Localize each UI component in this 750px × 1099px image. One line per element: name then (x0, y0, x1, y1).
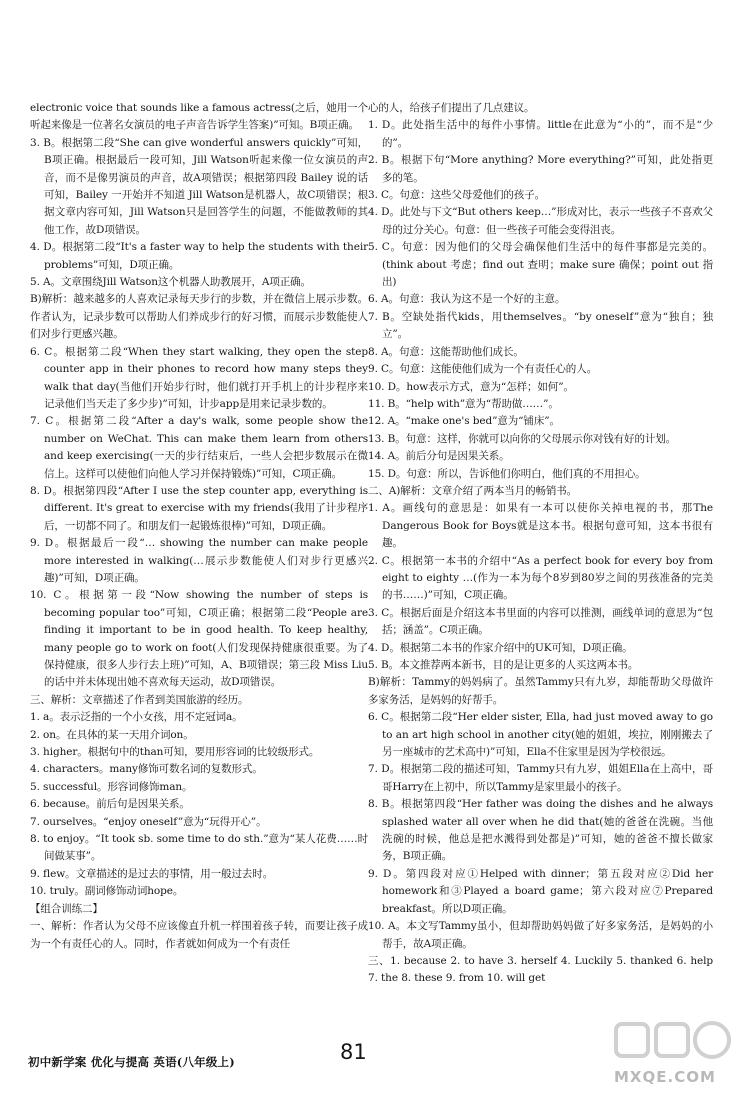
answer-line: 三、1. because 2. to have 3. herself 4. Luckily 5. thanked 6. help 7. the 8. these 9. from 10. will get (368, 954, 713, 985)
answer-line: 4. characters。many修饰可数名词的复数形式。 (30, 763, 263, 776)
answer-line: 7. ourselves。“enjoy oneself”意为“玩得开心”。 (30, 815, 267, 828)
answer-line: 8. A。句意：这能帮助他们成长。 (368, 345, 524, 358)
answer-line: 7. C。根据第二段“After a day's walk, some people show the number on WeChat. This can make them learn from others and keep exercising(一天的步行结束后，一些人会把步数展示在微信上。这样可以使他们向他人学习并保持锻炼)”可知，C项正确。 (30, 415, 368, 480)
answer-line: 12. A。“make one's bed”意为“铺床”。 (368, 415, 560, 428)
answer-line: 5. C。句意：因为他们的父母会确保他们生活中的每件事都是完美的。(think about 考虑；find out 查明；make sure 确保；point out 指出) (368, 241, 713, 289)
answer-line: 10. A。本文写Tammy虽小，但却帮助妈妈做了好多家务活，是妈妈的小帮手，故A项正确。 (368, 920, 713, 950)
book-footer: 初中新学案 优化与提高 英语(八年级上) (28, 1055, 235, 1069)
answer-line: 8. B。根据第四段“Her father was doing the dishes and he always splashed water all over when he did that(她的爸爸在洗碗。当他洗碗的时候，他总是把水溅得到处都是)”可知，她的爸爸不擅长做家务，B项正确。 (368, 798, 713, 863)
answer-line: 10. truly。副词修饰动词hope。 (30, 885, 184, 898)
answer-line: 3. C。根据后面是介绍这本书里面的内容可以推测，画线单词的意思为“包括；涵盖”。C项正确。 (368, 606, 713, 637)
answer-line: 3. higher。根据句中的than可知，要用形容词的比较级形式。 (30, 746, 320, 759)
answer-line: 8. to enjoy。“It took sb. some time to do sth.”意为“某人花费……时间做某事”。 (30, 833, 368, 863)
answer-line: 14. A。前后分句是因果关系。 (368, 450, 510, 463)
answer-line: 1. D。此处指生活中的每件小事情。little在此意为“小的”，而不是“少的”。 (368, 119, 713, 149)
answer-line: 7. D。根据第二段的描述可知，Tammy只有九岁，姐姐Ella在上高中，哥哥Harry在上初中，所以Tammy是家里最小的孩子。 (368, 763, 713, 793)
answer-line: 9. flew。文章描述的是过去的事情，用一般过去时。 (30, 867, 274, 880)
section-explanation: 二、A)解析：文章介绍了两本当月的畅销书。 (368, 484, 578, 497)
answer-line: 6. C。根据第二段“When they start walking, they open the step counter app in their phones to record how many steps they walk that day(当他们开始步行时，他们就打开手机上的计步程序来记录他们当天走了多少步)”可知，计步app是用来记录步数的。 (30, 345, 368, 410)
section-heading: 【组合训练二】 (30, 902, 103, 915)
answer-line: 4. D。根据第二本书的作家介绍中的UK可知，D项正确。 (368, 641, 633, 654)
right-column (368, 100, 713, 988)
answer-line: 4. D。根据第二段“It's a faster way to help the students with their problems”可知，D项正确。 (30, 241, 368, 271)
answer-line: 13. B。句意：这样，你就可以向你的父母展示你对钱有好的计划。 (368, 432, 677, 445)
answer-line: 9. C。句意：这能使他们成为一个有责任心的人。 (368, 363, 597, 376)
answer-line: 心的人，给孩子们提出了几点建议。 (368, 102, 535, 114)
answer-line: 2. B。根据下句“More anything? More everything?”可知，此处指更多的笔。 (368, 154, 713, 184)
answer-line: 3. B。根据第二段“She can give wonderful answers quickly”可知，B项正确。根据最后一段可知，Jill Watson听起来像一位女演员的声音，而不是像男演员的声音，故A项错误；根据第四段 Bailey 说的话可知，Bailey 一开始并不知道 Jill Watson是机器人，故C项错误；根据文章内容可知，Jill Watson只是回答学生的问题，不能做教师的其他工作，故D项错误。 (30, 136, 368, 236)
answer-line: 9. D。第四段对应①Helped with dinner；第五段对应②Did her homework和③Played a board game；第六段对应⑦Prepared breakfast。所以D项正确。 (368, 867, 713, 915)
answer-line: 10. D。how表示方式，意为“怎样；如何”。 (368, 380, 574, 393)
answer-line: 5. A。文章围绕Jill Watson这个机器人助教展开，A项正确。 (30, 276, 311, 289)
page-number: 81 (340, 1040, 367, 1064)
answer-line: 6. A。句意：我认为这不是一个好的主意。 (368, 293, 566, 306)
answer-line: 2. on。在具体的某一天用介词on。 (30, 728, 194, 741)
answer-line: 1. A。画线句的意思是：如果有一本可以使你关掉电视的书，那The Dangerous Book for Boys就是这本书。根据句意可知，这本书很有趣。 (368, 502, 713, 550)
watermark-text: MXQE.COM (614, 1068, 716, 1086)
answer-line: 15. D。句意：所以，告诉他们你明白，他们真的不用担心。 (368, 467, 646, 480)
answer-line: 3. C。句意：这些父母爱他们的孩子。 (368, 189, 545, 202)
answer-line: 5. B。本文推荐两本新书，目的是让更多的人买这两本书。 (368, 659, 639, 671)
section-explanation: B)解析：越来越多的人喜欢记录每天步行的步数，并在微信上展示步数。作者认为，记录步数可以帮助人们养成步行的好习惯，而展示步数能使人们对步行更感兴趣。 (30, 293, 368, 341)
left-column (30, 100, 368, 953)
answer-line: 2. C。根据第一本书的介绍中“As a perfect book for every boy from eight to eighty …(作为一本为每个8岁到80岁之间的男孩准备的完美的书……)”可知，C项正确。 (368, 554, 713, 602)
answer-line: 5. successful。形容词修饰man。 (30, 780, 193, 793)
answer-line: 11. B。“help with”意为“帮助做……”。 (368, 397, 559, 410)
answer-line: 1. a。表示泛指的一个小女孩，用不定冠词a。 (30, 711, 243, 724)
section-explanation: 一、解析：作者认为父母不应该像直升机一样围着孩子转，而要让孩子成为一个有责任心的人。同时，作者就如何成为一个有责任 (30, 920, 368, 950)
answer-line: 4. D。此处与下文“But others keep…”形成对比，表示一些孩子不喜欢父母的过分关心。句意：但一些孩子可能会变得沮丧。 (368, 206, 713, 236)
answer-line: 10. C。根据第一段“Now showing the number of steps is becoming popular too”可知，C项正确；根据第二段“People are finding it important to be in good health. To keep healthy, many people go to work on foot(人们发现保持健康很重要。为了保持健康，很多人步行去上班)”可知，A、B项错误；第三段 Miss Liu 的话中并未体现出她不喜欢每天运动，故D项错误。 (30, 589, 368, 689)
answer-line: 9. D。根据最后一段“… showing the number can make people more interested in walking(…展示步数能使人们对步行更感兴趣)”可知，D项正确。 (30, 537, 368, 584)
answer-line: electronic voice that sounds like a famous actress(之后，她用一个听起来像是一位著名女演员的电子声音告诉学生答案)”可知。B项正确。 (30, 102, 368, 132)
answer-line: 7. B。空缺处指代kids，用themselves。“by oneself”意为“独自；独立”。 (368, 310, 713, 341)
section-explanation: 三、解析：文章描述了作者到美国旅游的经历。 (30, 693, 249, 706)
answer-line: 6. C。根据第二段“Her elder sister, Ella, had just moved away to go to an art high school in another city(她的姐姐，埃拉，刚刚搬去了另一座城市的艺术高中)”可知，Ella不住家里是因为学校很远。 (368, 711, 713, 759)
answer-line: 8. D。根据第四段“After I use the step counter app, everything is different. It's great to exercise with my friends(我用了计步程序后，一切都不同了。和朋友们一起锻炼很棒)”可知，D项正确。 (30, 484, 368, 532)
section-explanation: B)解析：Tammy的妈妈病了。虽然Tammy只有九岁，却能帮助父母做许多家务活，是妈妈的好帮手。 (368, 676, 713, 706)
answer-line: 6. because。前后句是因果关系。 (30, 798, 190, 811)
